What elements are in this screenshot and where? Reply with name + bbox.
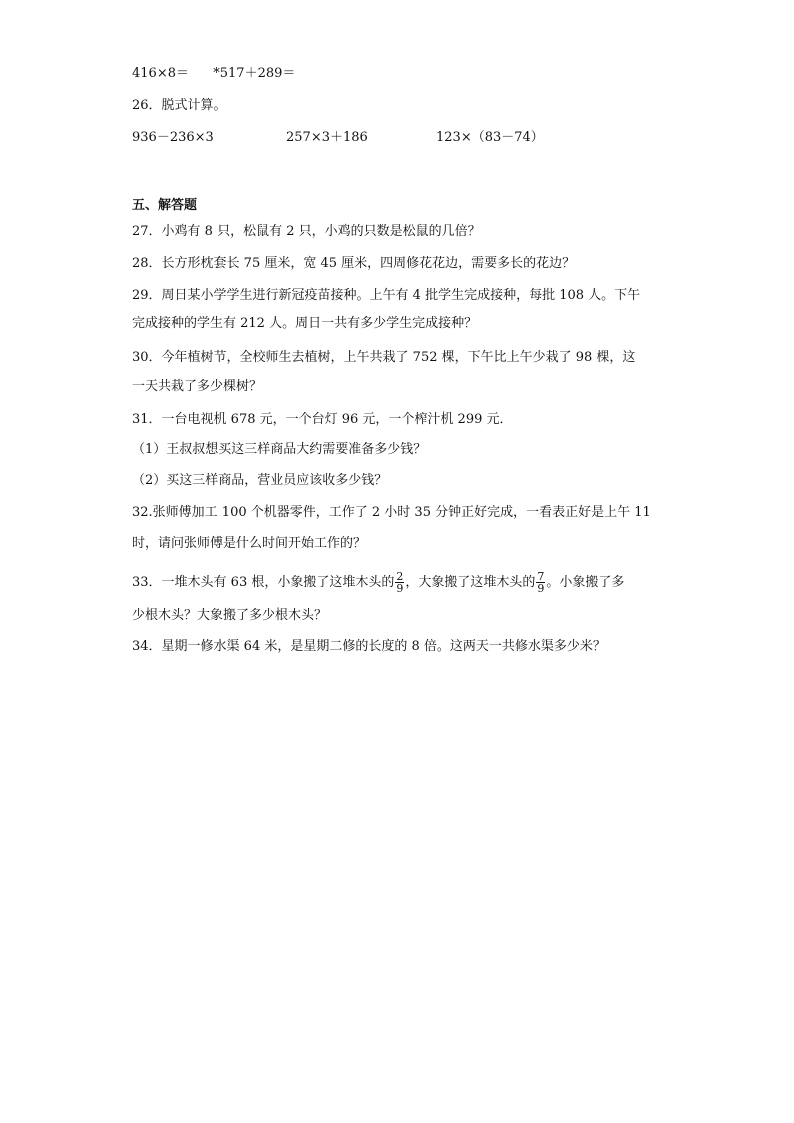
- question-32-line-1: 32.张师傅加工 100 个机器零件，工作了 2 小时 35 分钟正好完成，一看表正好是上午 11: [132, 505, 651, 520]
- question-30-line-2: 一天共栽了多少棵树？: [132, 379, 263, 394]
- question-26-title: 26．脱式计算。: [132, 98, 227, 113]
- calc-row: [132, 64, 295, 84]
- calc-expression-1: 416×8＝: [132, 66, 189, 81]
- question-26-expression-3: 123×（83－74）: [436, 130, 544, 145]
- question-31-sub-2: （2）买这三样商品，营业员应该收多少钱？: [132, 473, 388, 488]
- question-29-line-1: 29．周日某小学学生进行新冠疫苗接种。上午有 4 批学生完成接种，每批 108 人。下午: [132, 288, 641, 303]
- question-31-sub-1: （1）王叔叔想买这三样商品大约需要准备多少钱？: [132, 442, 427, 457]
- question-26-expression-1: 936－236×3: [132, 130, 214, 145]
- question-28: 28．长方形枕套长 75 厘米，宽 45 厘米，四周修花花边，需要多长的花边？: [132, 256, 576, 271]
- question-31-line-1: 31．一台电视机 678 元，一个台灯 96 元，一个榨汁机 299 元．: [132, 412, 513, 427]
- question-33-line-1: [132, 571, 624, 594]
- fraction-seven-ninths: $\frac{7}{9}$: [537, 570, 545, 595]
- question-33-text-3: 。小象搬了多: [546, 575, 625, 590]
- question-33-line-2: 少根木头？大象搬了多少根木头？: [132, 608, 328, 623]
- section-heading: 五、解答题: [132, 198, 198, 213]
- question-33-text-1: 33．一堆木头有 63 根，小象搬了这堆木头的: [132, 575, 395, 590]
- question-29-line-2: 完成接种的学生有 212 人。周日一共有多少学生完成接种？: [132, 316, 478, 331]
- question-33-text-2: ，大象搬了这堆木头的: [405, 575, 536, 590]
- question-26-expression-2: 257×3＋186: [286, 130, 368, 145]
- question-27: 27．小鸡有 8 只，松鼠有 2 只，小鸡的只数是松鼠的几倍？: [132, 224, 481, 239]
- calc-expression-2: *517＋289＝: [213, 66, 296, 81]
- question-30-line-1: 30．今年植树节，全校师生去植树，上午共栽了 752 棵，下午比上午少栽了 98 棵，这: [132, 350, 636, 365]
- fraction-two-ninths: $\frac{2}{9}$: [396, 570, 404, 595]
- question-34: 34．星期一修水渠 64 米，是星期二修的长度的 8 倍。这两天一共修水渠多少米？: [132, 639, 606, 654]
- question-32-line-2: 时，请问张师傅是什么时间开始工作的？: [132, 536, 367, 551]
